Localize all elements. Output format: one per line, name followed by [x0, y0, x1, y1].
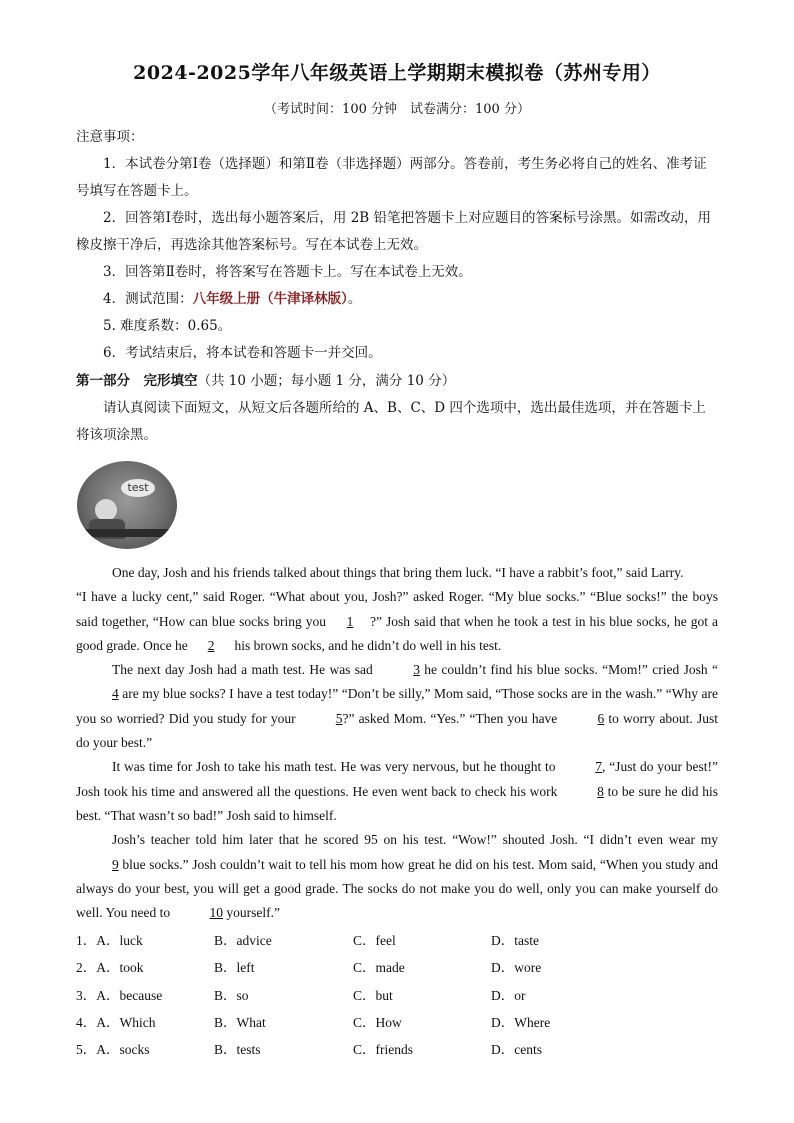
option-d: D．cents [491, 1042, 542, 1058]
option-c: C．made [353, 960, 405, 976]
page-title: 2024-2025学年八年级英语上学期期末模拟卷（苏州专用） [133, 62, 661, 84]
option-a: 5．A．socks [76, 1042, 150, 1058]
section-heading: 第一部分 完形填空（共 10 小题；每小题 1 分，满分 10 分） [76, 373, 456, 389]
answer-options [76, 927, 718, 1063]
option-d: D．or [491, 987, 526, 1003]
passage-paragraph: The next day Josh had a math test. He was sad 3 he couldn’t find his blue socks. “Mom!” cried Josh “4 are my blue socks? I have a test today!” “Don’t be silly,” Mom said, “Those socks are in the wash.” “Why are you so worried? Did you study for your 5?” asked Mom. “Yes.” “Then you have 6 to worry about. Just do your best.” [76, 658, 718, 755]
option-a: 2．A．took [76, 960, 144, 976]
note-item: 2．回答第Ⅰ卷时，选出每小题答案后，用 2B 铅笔把答题卡上对应题目的答案标号涂黑。如需改动，用橡皮擦干净后，再选涂其他答案标号。写在本试卷上无效。 [76, 210, 712, 253]
option-c: C．feel [353, 933, 396, 948]
question-options [76, 927, 718, 954]
note-item: 5. 难度系数：0.65。 [103, 318, 232, 334]
option-b: B．What [214, 1014, 266, 1030]
option-a: 4．A．Which [76, 1014, 156, 1030]
option-d: D．taste [491, 933, 539, 948]
cloze-passage [76, 561, 718, 925]
option-c: C．but [353, 987, 393, 1003]
exam-info: （考试时间：100 分钟 试卷满分：100 分） [264, 102, 530, 117]
desk [83, 529, 173, 537]
option-c: C．How [353, 1014, 402, 1030]
note-item: 3．回答第Ⅱ卷时，将答案写在答题卡上。写在本试卷上无效。 [103, 264, 472, 280]
passage-paragraph: It was time for Josh to take his math test. He was very nervous, but he thought to 7, “Just do your best!” Josh took his time and answered all the questions. He even went back to check his work 8 to be sure he did his best. “That wasn’t so bad!” Josh said to himself. [76, 755, 718, 828]
passage-paragraph: One day, Josh and his friends talked about things that bring them luck. “I have a rabbit’s foot,” said Larry. [112, 565, 684, 580]
option-b: B．advice [214, 933, 272, 948]
blank-6: 6 [597, 710, 605, 726]
notes-heading: 注意事项： [76, 129, 144, 145]
student-head [95, 499, 117, 521]
speech-bubble: test [121, 479, 155, 497]
test-range: 八年级上册（牛津译林版） [192, 291, 348, 307]
question-options [76, 982, 718, 1009]
note-item: 1．本试卷分第Ⅰ卷（选择题）和第Ⅱ卷（非选择题）两部分。答卷前，考生务必将自己的姓名、准考证号填写在答题卡上。 [76, 156, 707, 199]
option-b: B．so [214, 987, 249, 1003]
note-item: 6．考试结束后，将本试卷和答题卡一并交回。 [103, 345, 382, 361]
blank-7: 7 [595, 759, 603, 775]
blank-8: 8 [597, 783, 604, 799]
test-illustration [77, 461, 177, 549]
notes-section [76, 124, 718, 367]
blank-10: 10 [209, 905, 223, 921]
option-c: C．friends [353, 1042, 413, 1058]
question-options [76, 1036, 718, 1063]
blank-2: 2 [207, 637, 215, 653]
passage-paragraph: “I have a lucky cent,” said Roger. “What about you, Josh?” asked Roger. “My blue socks.” “Blue socks!” the boys said together, “How can blue socks bring you 1 ?” Josh said that when he took a test in his blue socks, he got a good grade. Once he 2 his brown socks, and he didn’t do well in his test. [76, 585, 718, 658]
section-instruction: 请认真阅读下面短文，从短文后各题所给的 A、B、C、D 四个选项中，选出最佳选项，并在答题卡上将该项涂黑。 [76, 400, 706, 443]
blank-3: 3 [413, 662, 420, 678]
blank-4: 4 [112, 686, 119, 702]
option-d: D．wore [491, 960, 542, 976]
question-options [76, 1009, 718, 1036]
option-a: 1．A．luck [76, 933, 143, 948]
passage-paragraph: Josh’s teacher told him later that he scored 95 on his test. “Wow!” shouted Josh. “I didn’t even wear my 9 blue socks.” Josh couldn’t wait to tell his mom how great he did on his test. Mom said, “When you study and always do your best, you will get a good grade. The socks do not make you do well, only you can make yourself do well. You need to 10 yourself.” [76, 828, 718, 925]
part-one [76, 368, 718, 449]
blank-1: 1 [346, 613, 354, 629]
option-a: 3．A．because [76, 987, 163, 1003]
option-b: B．tests [214, 1042, 261, 1058]
note-item-range: 4．测试范围：八年级上册（牛津译林版）。 [103, 291, 362, 307]
question-options [76, 954, 718, 981]
blank-9: 9 [112, 856, 119, 872]
option-b: B．left [214, 960, 255, 976]
blank-5: 5 [335, 710, 343, 726]
option-d: D．Where [491, 1014, 551, 1030]
